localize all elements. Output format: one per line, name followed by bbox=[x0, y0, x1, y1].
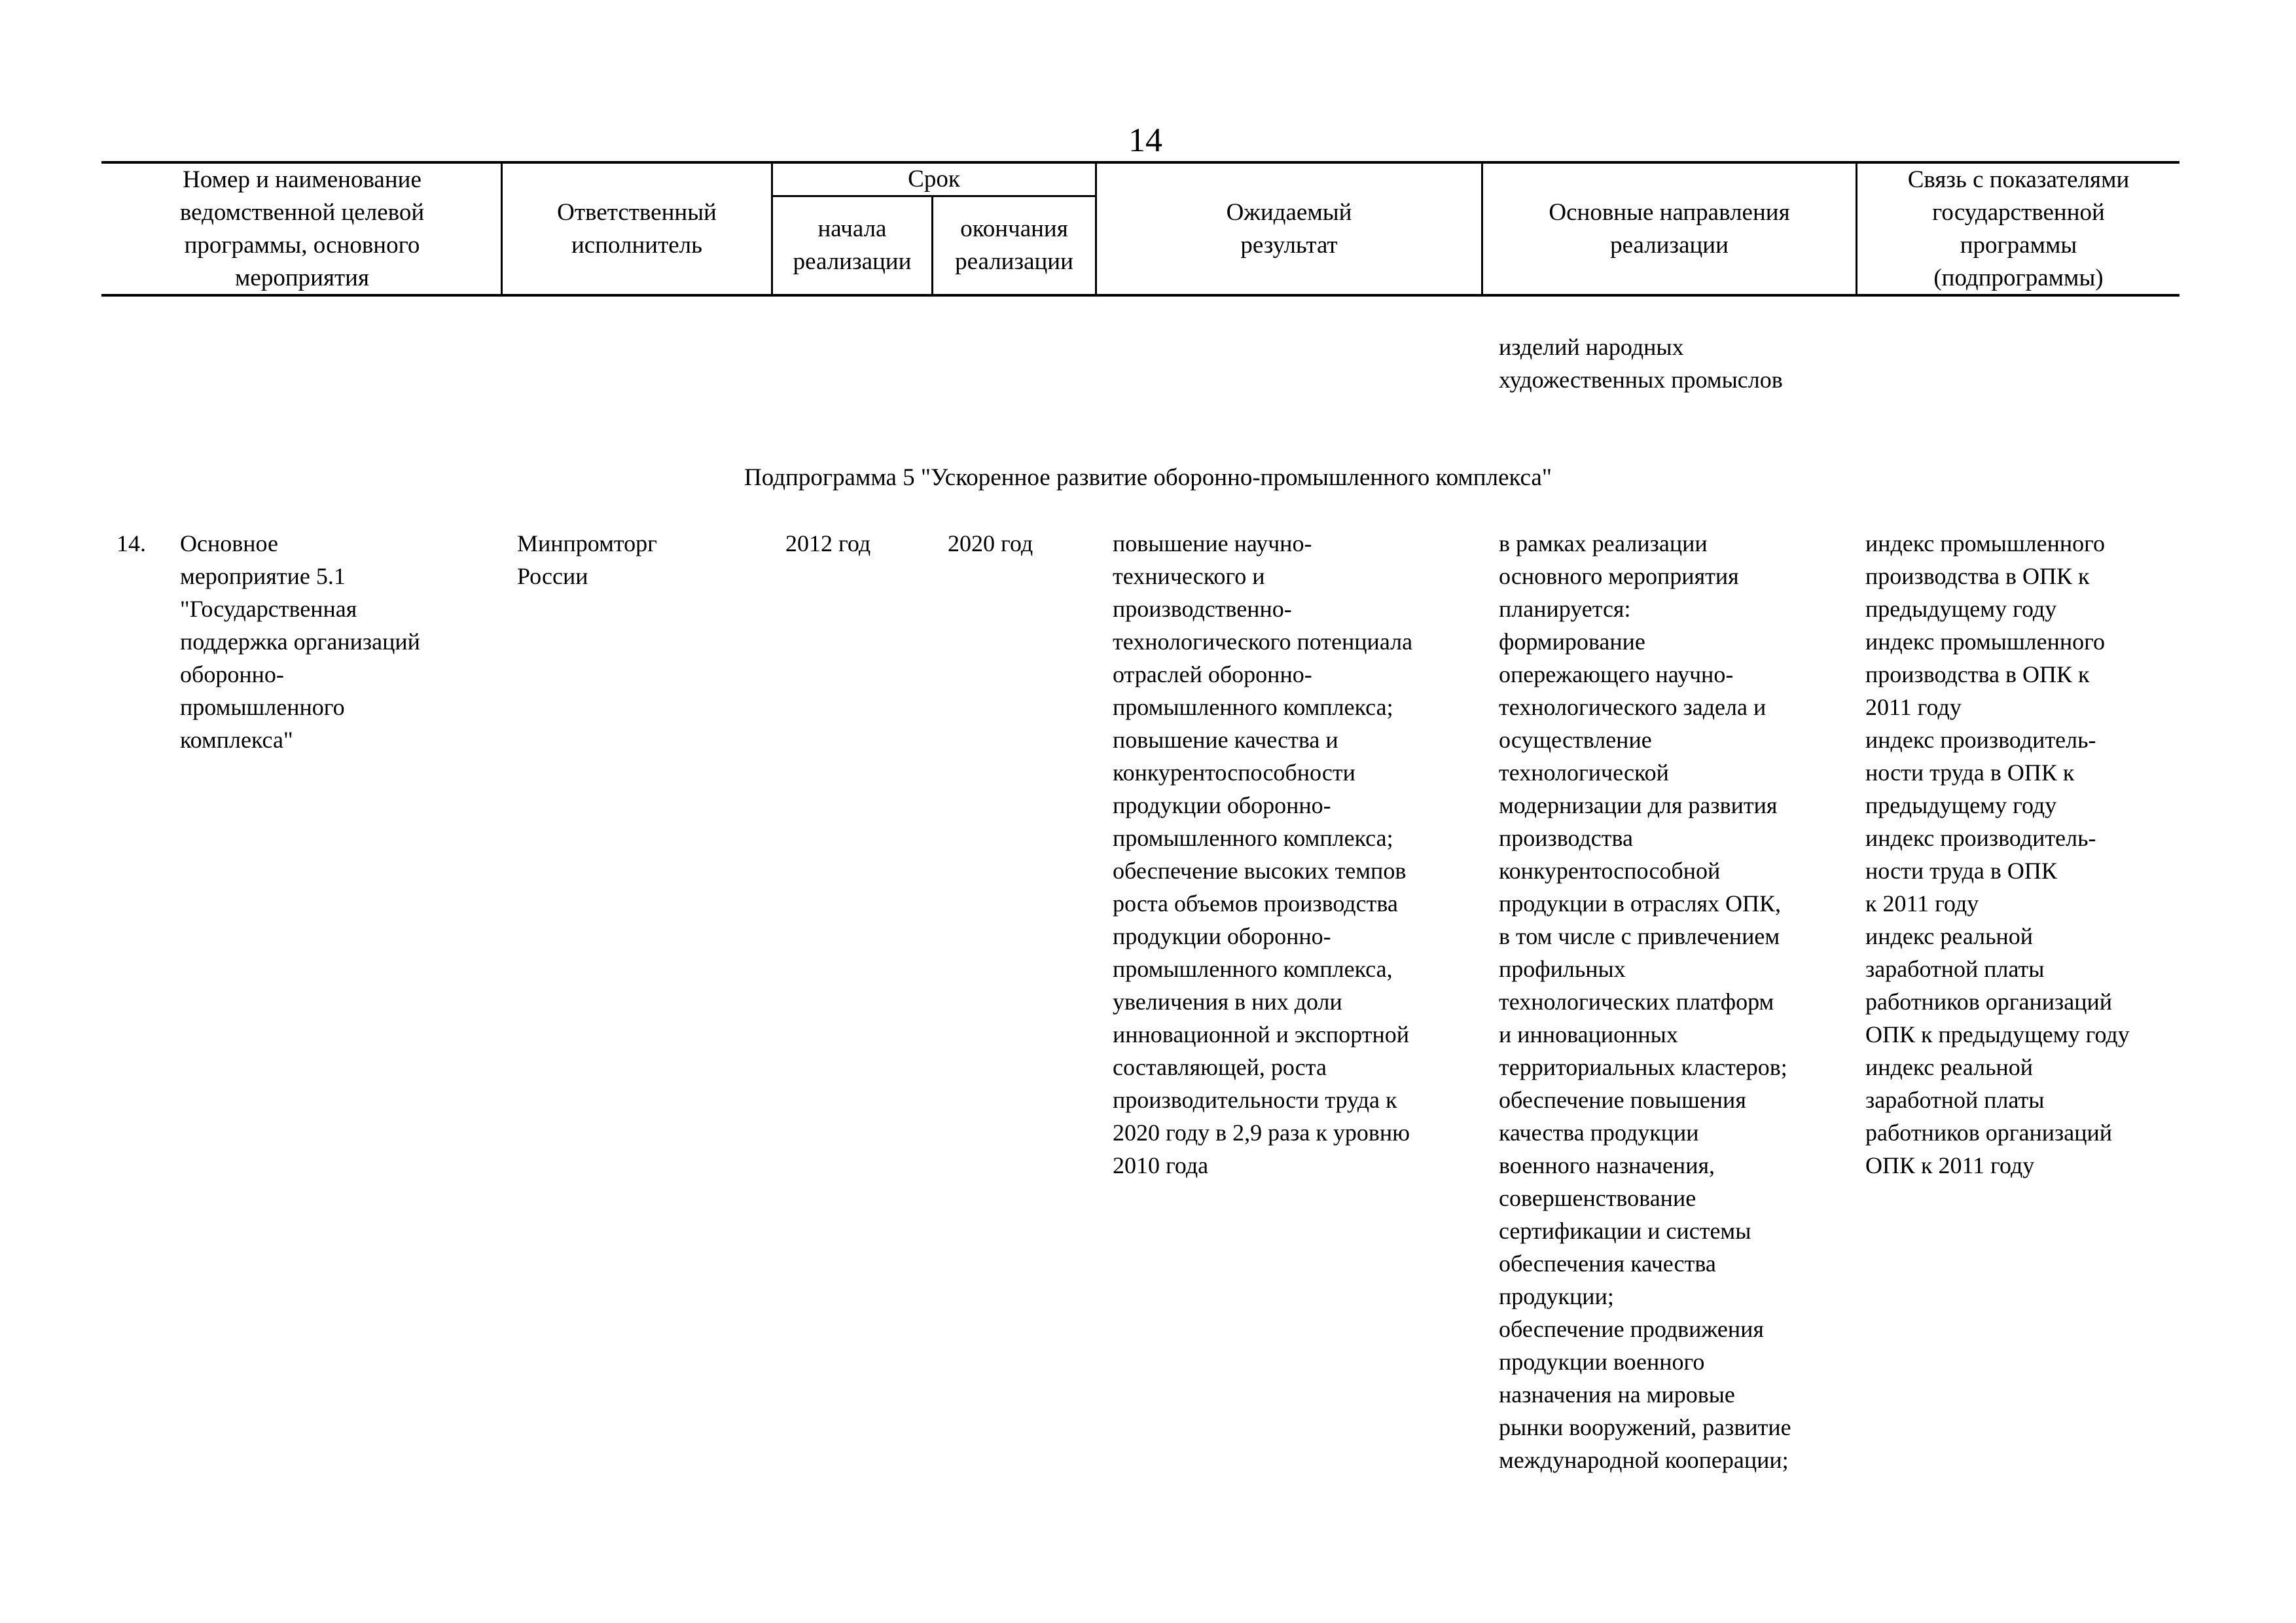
row-expected-result: повышение научно- технического и производственно- технологического потенциала отраслей оборонно- промышленного комплекса; повышение качества и конкурентоспособности продукции оборонно- промышленного комплекса; обеспечение высоких темпов роста объемов производства продукции оборонно- промышленного комплекса, увеличения в них доли инновационной и экспортной составляющей, роста производительности труда к 2020 году в 2,9 раза к уровню 2010 года bbox=[1113, 530, 1413, 1178]
page-number: 14 bbox=[1128, 122, 1162, 159]
row-program-name: Основное мероприятие 5.1 "Государственная поддержка организаций оборонно- промышленного комплекса" bbox=[180, 530, 420, 753]
header-col-directions: Основные направления реализации bbox=[1549, 199, 1790, 259]
header-col-executor: Ответственный исполнитель bbox=[557, 199, 717, 259]
row-executor: Минпромторг России bbox=[517, 530, 657, 589]
header-col-start: начала реализации bbox=[793, 215, 912, 275]
row-start-year: 2012 год bbox=[785, 530, 871, 556]
row-directions: в рамках реализации основного мероприятия планируется: формирование опережающего научно- технологического задела и осуществление технологической модернизации для развития производства конкурентоспособной продукции в отраслях ОПК, в том числе с привлечением профильных технологических платформ и инновационных территориальных кластеров; обеспечение повышения качества продукции военного назначения, совершенствование сертификации и системы обеспечения качества продукции; обеспечение продвижения продукции военного назначения на мировые рынки вооружений, развитие международной кооперации; bbox=[1499, 530, 1791, 1473]
subprogram-title: Подпрограмма 5 "Ускоренное развитие оборонно-промышленного комплекса" bbox=[744, 464, 1552, 491]
row-number: 14. bbox=[117, 530, 146, 556]
header-col-program: Номер и наименование ведомственной целевой программы, основного мероприятия bbox=[179, 166, 425, 291]
header-col-result: Ожидаемый результат bbox=[1226, 199, 1352, 259]
carryover-text: изделий народных художественных промыслов bbox=[1499, 334, 1783, 393]
row-indicators: индекс промышленного производства в ОПК к предыдущему году индекс промышленного производства в ОПК к 2011 году индекс производитель- ности труда в ОПК к предыдущему году индекс производитель- ности труда в ОПК к 2011 году индекс реальной заработной платы работников организаций ОПК к предыдущему году индекс реальной заработной платы работников организаций ОПК к 2011 году bbox=[1865, 530, 2130, 1178]
row-end-year: 2020 год bbox=[948, 530, 1033, 556]
header-col-end: окончания реализации bbox=[955, 215, 1073, 275]
header-col-indicators: Связь с показателями государственной программы (подпрограммы) bbox=[1907, 166, 2130, 291]
header-col-srok: Срок bbox=[908, 166, 960, 192]
